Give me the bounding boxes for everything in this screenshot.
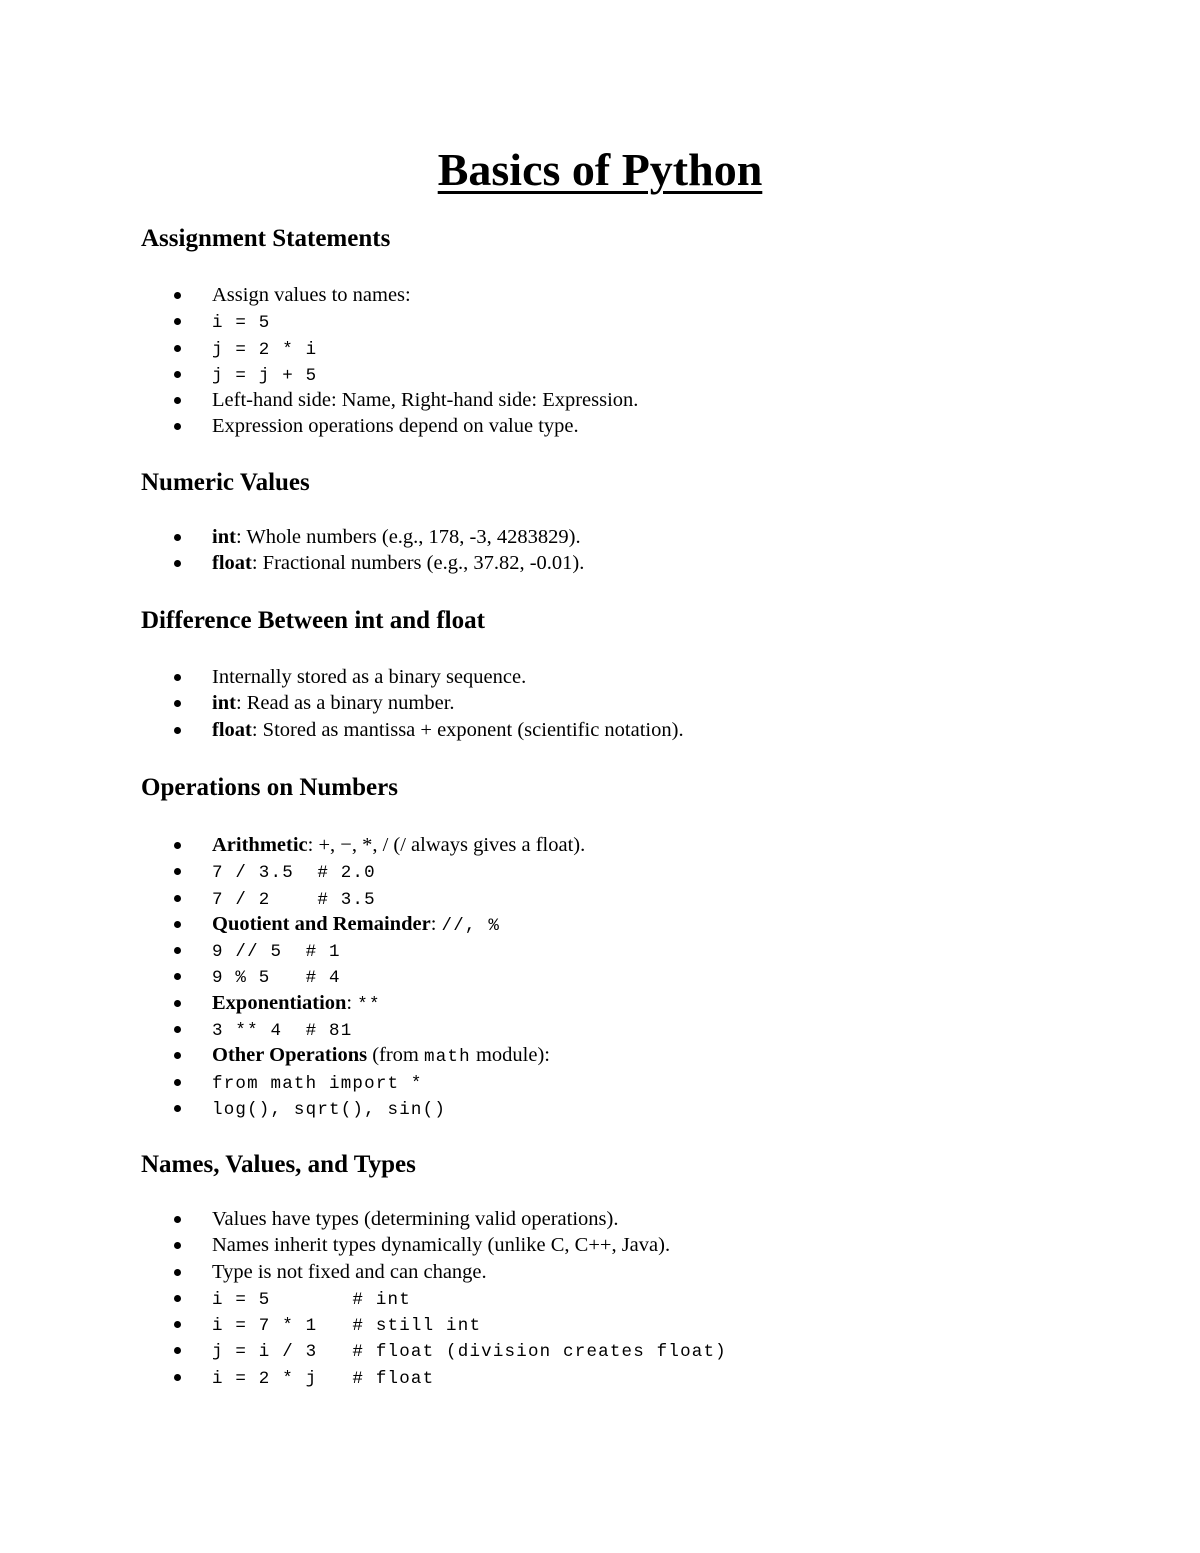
inline-code: //, %: [441, 915, 501, 936]
bullet-item: [0, 832, 1100, 858]
bullet-item: [0, 1069, 1100, 1095]
item-text: :: [430, 912, 442, 935]
item-text: Assign values to names:: [212, 284, 411, 306]
bullet-item: [0, 361, 1100, 387]
item-text: :: [346, 991, 358, 1014]
bullet-item: [0, 1095, 1100, 1121]
bullet-item: [0, 1337, 1100, 1363]
item-text: : Fractional numbers (e.g., 37.82, -0.01).: [251, 552, 585, 575]
item-text: Left-hand side: Name, Right-hand side: Expression.: [212, 389, 639, 412]
bullet-item: [0, 690, 1100, 716]
bullet-item: [0, 1232, 1100, 1258]
section-heading: Names, Values, and Types: [141, 1151, 416, 1178]
section-heading: Difference Between int and float: [141, 607, 485, 634]
section-list: [0, 664, 1100, 743]
code-line: from math import *: [212, 1073, 423, 1094]
bullet-item: [0, 1259, 1100, 1285]
code-line: 3 ** 4 # 81: [212, 1021, 353, 1042]
item-text: : +, −, *, / (/ always gives a float).: [307, 834, 586, 856]
bullet-item: [0, 911, 1100, 937]
code-line: 9 % 5 # 4: [212, 968, 341, 989]
code-line: i = 2 * j # float: [212, 1368, 435, 1389]
bullet-item: [0, 387, 1100, 413]
bullet-item: [0, 1311, 1100, 1337]
bullet-item: [0, 885, 1100, 911]
code-line: 7 / 2 # 3.5: [212, 889, 376, 910]
item-text: : Stored as mantissa + exponent (scientific notation).: [251, 718, 684, 741]
bullet-item: [0, 858, 1100, 884]
bold-term: Other Operations: [212, 1044, 368, 1067]
bullet-item: [0, 1042, 1100, 1068]
section-list: [0, 1206, 1100, 1390]
code-line: log(), sqrt(), sin(): [212, 1099, 447, 1120]
bullet-item: [0, 937, 1100, 963]
section-list: [0, 524, 1100, 577]
item-text: : Read as a binary number.: [235, 692, 455, 715]
code-line: j = j + 5: [212, 365, 318, 386]
bullet-item: [0, 413, 1100, 439]
inline-code: **: [357, 994, 381, 1015]
code-line: j = i / 3 # float (division creates float): [212, 1342, 727, 1363]
bullet-item: [0, 717, 1100, 743]
item-text: Values have types (determining valid operations).: [212, 1208, 619, 1230]
code-line: i = 5: [212, 313, 271, 334]
code-line: i = 7 * 1 # still int: [212, 1316, 482, 1337]
item-text: Type is not fixed and can change.: [212, 1260, 487, 1283]
bold-term: Quotient and Remainder: [212, 912, 431, 935]
bullet-item: [0, 335, 1100, 361]
code-line: j = 2 * i: [212, 339, 318, 360]
bullet-item: [0, 1364, 1100, 1390]
bullet-item: [0, 990, 1100, 1016]
bullet-item: [0, 664, 1100, 690]
bullet-item: [0, 1016, 1100, 1042]
code-line: i = 5 # int: [212, 1289, 411, 1310]
item-text: Names inherit types dynamically (unlike C, C++, Java).: [212, 1234, 671, 1257]
bold-term: float: [212, 718, 252, 741]
section-heading: Operations on Numbers: [141, 774, 398, 801]
bullet-item: [0, 963, 1100, 989]
section-list: [0, 282, 1100, 440]
section-heading: Numeric Values: [141, 469, 310, 496]
bold-term: Arithmetic: [212, 834, 308, 856]
code-line: 9 // 5 # 1: [212, 942, 341, 963]
section-heading: Assignment Statements: [141, 225, 391, 252]
bullet-item: [0, 282, 1100, 308]
item-text: (from: [367, 1044, 425, 1067]
bold-term: float: [212, 552, 252, 575]
bullet-item: [0, 1285, 1100, 1311]
item-text: Expression operations depend on value type.: [212, 415, 579, 438]
bold-term: Exponentiation: [212, 991, 347, 1014]
bold-term: int: [212, 692, 236, 715]
bullet-item: [0, 1206, 1100, 1232]
bullet-item: [0, 550, 1100, 576]
item-text: Internally stored as a binary sequence.: [212, 666, 527, 688]
item-text: module):: [470, 1044, 550, 1067]
bold-term: int: [212, 526, 236, 548]
page-title: Basics of Python: [437, 144, 763, 195]
item-text: : Whole numbers (e.g., 178, -3, 4283829).: [235, 526, 581, 548]
bullet-item: [0, 524, 1100, 550]
inline-code: math: [424, 1047, 471, 1068]
section-list: [0, 832, 1100, 1121]
bullet-item: [0, 308, 1100, 334]
code-line: 7 / 3.5 # 2.0: [212, 863, 376, 884]
